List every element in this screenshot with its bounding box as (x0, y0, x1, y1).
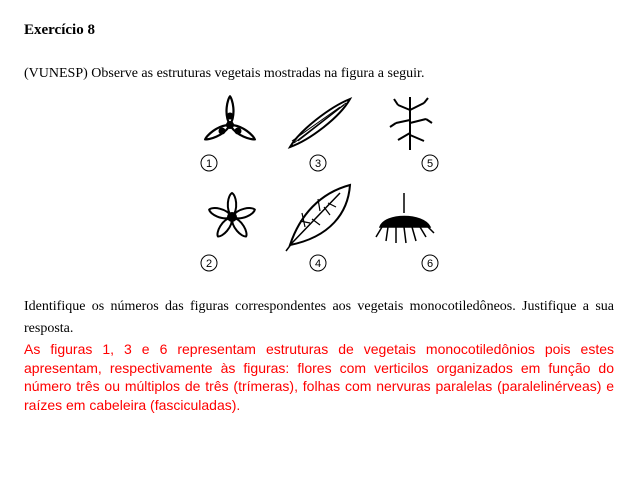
figure-label-4: 4 (314, 258, 322, 270)
exercise-title: Exercício 8 (24, 22, 95, 38)
taproot-drawing (390, 97, 432, 150)
figure-label-6: 6 (426, 258, 434, 270)
figure-label-2: 2 (205, 258, 213, 270)
figure-label-5: 5 (426, 158, 434, 170)
figure-label-1: 1 (205, 158, 213, 170)
exercise-question: Identifique os números das figuras correspondentes aos vegetais monocotiledôneos. Justifique a sua resposta. (24, 299, 614, 336)
exercise-answer: As figuras 1, 3 e 6 representam estruturas de vegetais monocotiledônios pois estes apresentam, respectivamente às figuras: flores com verticilos organizados em função do número três ou múltiplos de três (trímeras), folhas com nervuras paralelas (paralelinérveas) e raízes em cabeleira (fasciculadas). (24, 341, 614, 413)
plant-structures-illustration (190, 95, 455, 275)
parallel-vein-leaf-drawing (290, 99, 350, 147)
trimerous-flower-drawing (203, 96, 256, 142)
plant-structures-figure (190, 95, 455, 275)
net-vein-leaf-drawing (286, 185, 350, 251)
exercise-intro: (VUNESP) Observe as estruturas vegetais mostradas na figura a seguir. (24, 66, 425, 81)
pentamerous-flower-drawing (208, 193, 256, 239)
fibrous-root-drawing (376, 193, 434, 243)
figure-label-3: 3 (314, 158, 322, 170)
